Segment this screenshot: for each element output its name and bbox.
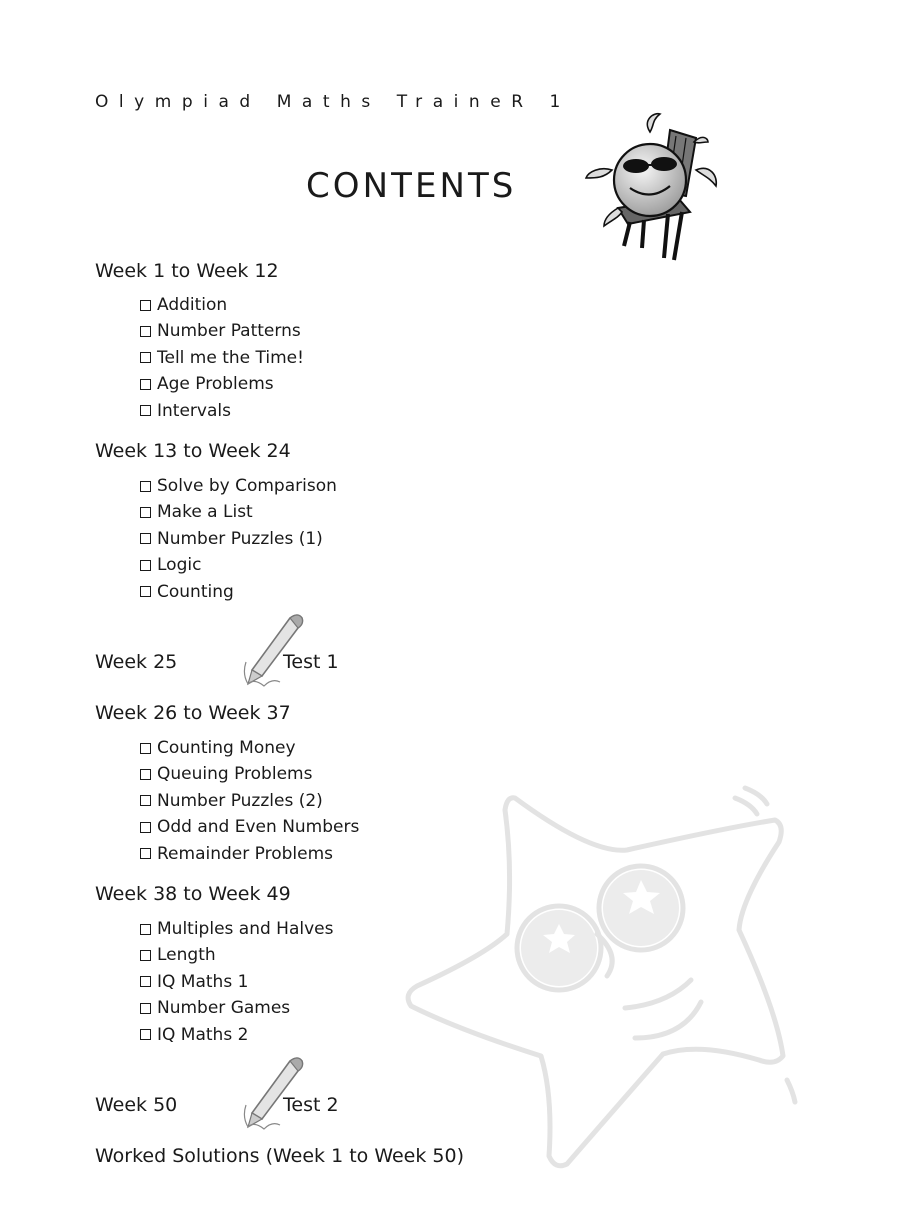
- checkbox-icon: [140, 769, 151, 780]
- checkbox-icon: [140, 950, 151, 961]
- topic-item: [140, 579, 337, 605]
- topic-label: Number Puzzles (2): [157, 790, 323, 811]
- topic-label: Queuing Problems: [157, 764, 313, 785]
- section-heading: Week 26 to Week 37: [95, 702, 291, 724]
- checkbox-icon: [140, 379, 151, 390]
- checkbox-icon: [140, 352, 151, 363]
- topic-label: Solve by Comparison: [157, 476, 337, 496]
- sun-with-sunglasses-illustration: [578, 108, 728, 268]
- topic-item: [140, 969, 333, 995]
- topic-label: Tell me the Time!: [157, 347, 304, 368]
- topic-label: Age Problems: [157, 374, 274, 395]
- section-heading: Week 38 to Week 49: [95, 883, 291, 905]
- checkbox-icon: [140, 300, 151, 311]
- topic-item: [140, 473, 337, 499]
- checkbox-icon: [140, 405, 151, 416]
- checkbox-icon: [140, 976, 151, 987]
- checkbox-icon: [140, 586, 151, 597]
- topic-label: Intervals: [157, 400, 231, 421]
- topic-label: IQ Maths 1: [157, 971, 249, 992]
- topic-label: Addition: [157, 295, 228, 315]
- topic-item: [140, 398, 304, 424]
- topic-item: [140, 942, 333, 968]
- topic-label: Number Puzzles (1): [157, 528, 323, 549]
- series-title: Olympiad Maths TraineR 1: [95, 92, 571, 112]
- topic-item: [140, 499, 337, 525]
- test-week: Week 25: [95, 651, 178, 673]
- topic-item: [140, 526, 337, 552]
- section-heading: Week 1 to Week 12: [95, 260, 279, 282]
- topic-list: [140, 916, 333, 1048]
- topic-item: [140, 916, 333, 942]
- checkbox-icon: [140, 560, 151, 571]
- section-heading: Week 13 to Week 24: [95, 440, 291, 462]
- topic-label: Remainder Problems: [157, 843, 333, 864]
- topic-item: [140, 814, 359, 840]
- checkbox-icon: [140, 924, 151, 935]
- worked-solutions: Worked Solutions (Week 1 to Week 50): [95, 1145, 464, 1167]
- checkbox-icon: [140, 1029, 151, 1040]
- topic-item: [140, 292, 304, 318]
- topic-item: [140, 552, 337, 578]
- topic-item: [140, 345, 304, 371]
- checkbox-icon: [140, 481, 151, 492]
- topic-item: [140, 1022, 333, 1048]
- topic-item: [140, 735, 359, 761]
- topic-item: [140, 761, 359, 787]
- topic-label: Counting: [157, 581, 234, 602]
- star-with-sunglasses-illustration: [395, 780, 815, 1180]
- topic-item: [140, 788, 359, 814]
- topic-label: Odd and Even Numbers: [157, 817, 360, 838]
- topic-item: [140, 841, 359, 867]
- topic-label: Counting Money: [157, 738, 296, 758]
- checkbox-icon: [140, 743, 151, 754]
- topic-label: Number Games: [157, 998, 291, 1019]
- topic-label: Make a List: [157, 502, 253, 523]
- checkbox-icon: [140, 848, 151, 859]
- test-label: Test 2: [283, 1094, 339, 1116]
- test-week: Week 50: [95, 1094, 178, 1116]
- topic-label: Multiples and Halves: [157, 919, 334, 939]
- checkbox-icon: [140, 795, 151, 806]
- checkbox-icon: [140, 533, 151, 544]
- topic-item: [140, 318, 304, 344]
- pencil-icon: [240, 1055, 306, 1131]
- topic-list: [140, 292, 304, 424]
- test-label: Test 1: [283, 651, 339, 673]
- checkbox-icon: [140, 1003, 151, 1014]
- pencil-icon: [240, 612, 306, 688]
- topic-list: [140, 473, 337, 605]
- topic-label: IQ Maths 2: [157, 1024, 249, 1045]
- topic-item: [140, 995, 333, 1021]
- checkbox-icon: [140, 507, 151, 518]
- topic-label: Number Patterns: [157, 321, 301, 342]
- topic-label: Length: [157, 945, 216, 966]
- topic-item: [140, 371, 304, 397]
- page-title: CONTENTS: [306, 166, 517, 206]
- checkbox-icon: [140, 822, 151, 833]
- checkbox-icon: [140, 326, 151, 337]
- topic-list: [140, 735, 359, 867]
- topic-label: Logic: [157, 555, 202, 576]
